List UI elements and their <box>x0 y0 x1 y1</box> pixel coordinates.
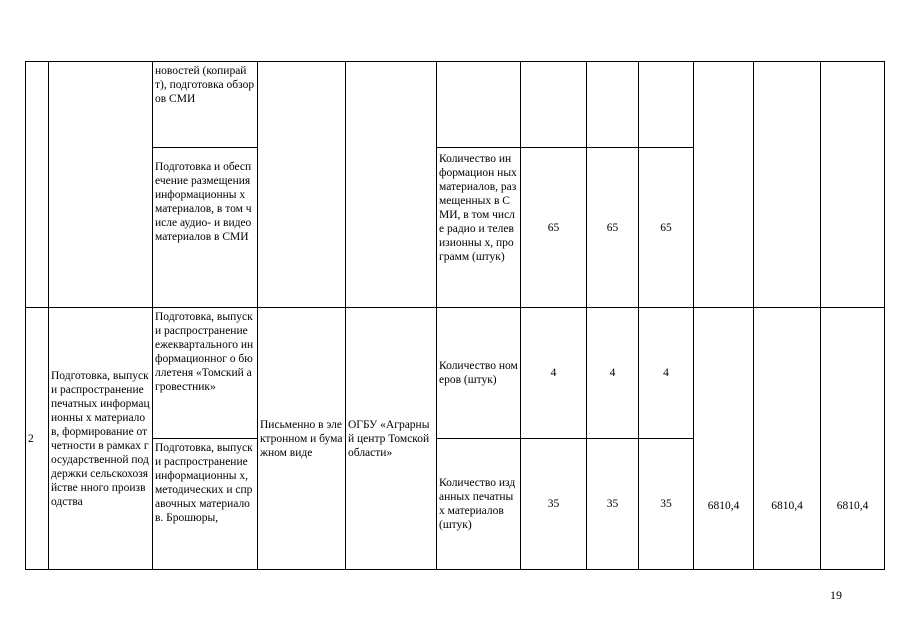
page-number: 19 <box>830 588 842 602</box>
value-cell: 4 <box>587 308 639 439</box>
form-cell <box>258 62 346 308</box>
funding-cell: 6810,4 <box>694 308 754 570</box>
event-cell: Подготовка, выпуск и распространение информационны х, методических и справочных материалов. Брошюры, <box>153 439 258 570</box>
row-number-cell: 2 <box>26 308 49 570</box>
value-cell <box>587 62 639 148</box>
value-cell: 35 <box>587 439 639 570</box>
funding-cell <box>754 62 821 308</box>
table-row <box>26 308 885 439</box>
value-cell: 35 <box>639 439 694 570</box>
funding-cell: 6810,4 <box>754 308 821 570</box>
funding-cell: 6810,4 <box>821 308 885 570</box>
funding-cell <box>821 62 885 308</box>
program-table <box>25 61 885 570</box>
value-cell: 35 <box>521 439 587 570</box>
form-cell: Письменно в электронном и бумажном виде <box>258 308 346 570</box>
table-row <box>26 62 885 148</box>
value-cell <box>639 62 694 148</box>
executor-cell <box>346 62 437 308</box>
value-cell: 65 <box>521 148 587 308</box>
task-cell <box>49 62 153 308</box>
indicator-cell: Количество информацион ных материалов, размещенных в СМИ, в том числе радио и телевизионны х, программ (штук) <box>437 148 521 308</box>
value-cell: 65 <box>587 148 639 308</box>
indicator-cell: Количество номеров (штук) <box>437 308 521 439</box>
task-cell: Подготовка, выпуск и распространение печатных информационны х материалов, формирование отчетности в рамках государственной поддержки сельскохозяйстве нного производства <box>49 308 153 570</box>
funding-cell <box>694 62 754 308</box>
executor-cell: ОГБУ «Аграрный центр Томской области» <box>346 308 437 570</box>
value-cell <box>521 62 587 148</box>
event-cell: Подготовка, выпуск и распространение ежеквартального информационног о бюллетеня «Томский агровестник» <box>153 308 258 439</box>
indicator-cell <box>437 62 521 148</box>
event-cell: Подготовка и обеспечение размещения информационны х материалов, в том числе аудио- и видеоматериалов в СМИ <box>153 148 258 308</box>
event-cell: новостей (копирайт), подготовка обзоров СМИ <box>153 62 258 148</box>
indicator-cell: Количество изданных печатных материалов (штук) <box>437 439 521 570</box>
row-number-cell <box>26 62 49 308</box>
value-cell: 4 <box>521 308 587 439</box>
value-cell: 4 <box>639 308 694 439</box>
value-cell: 65 <box>639 148 694 308</box>
